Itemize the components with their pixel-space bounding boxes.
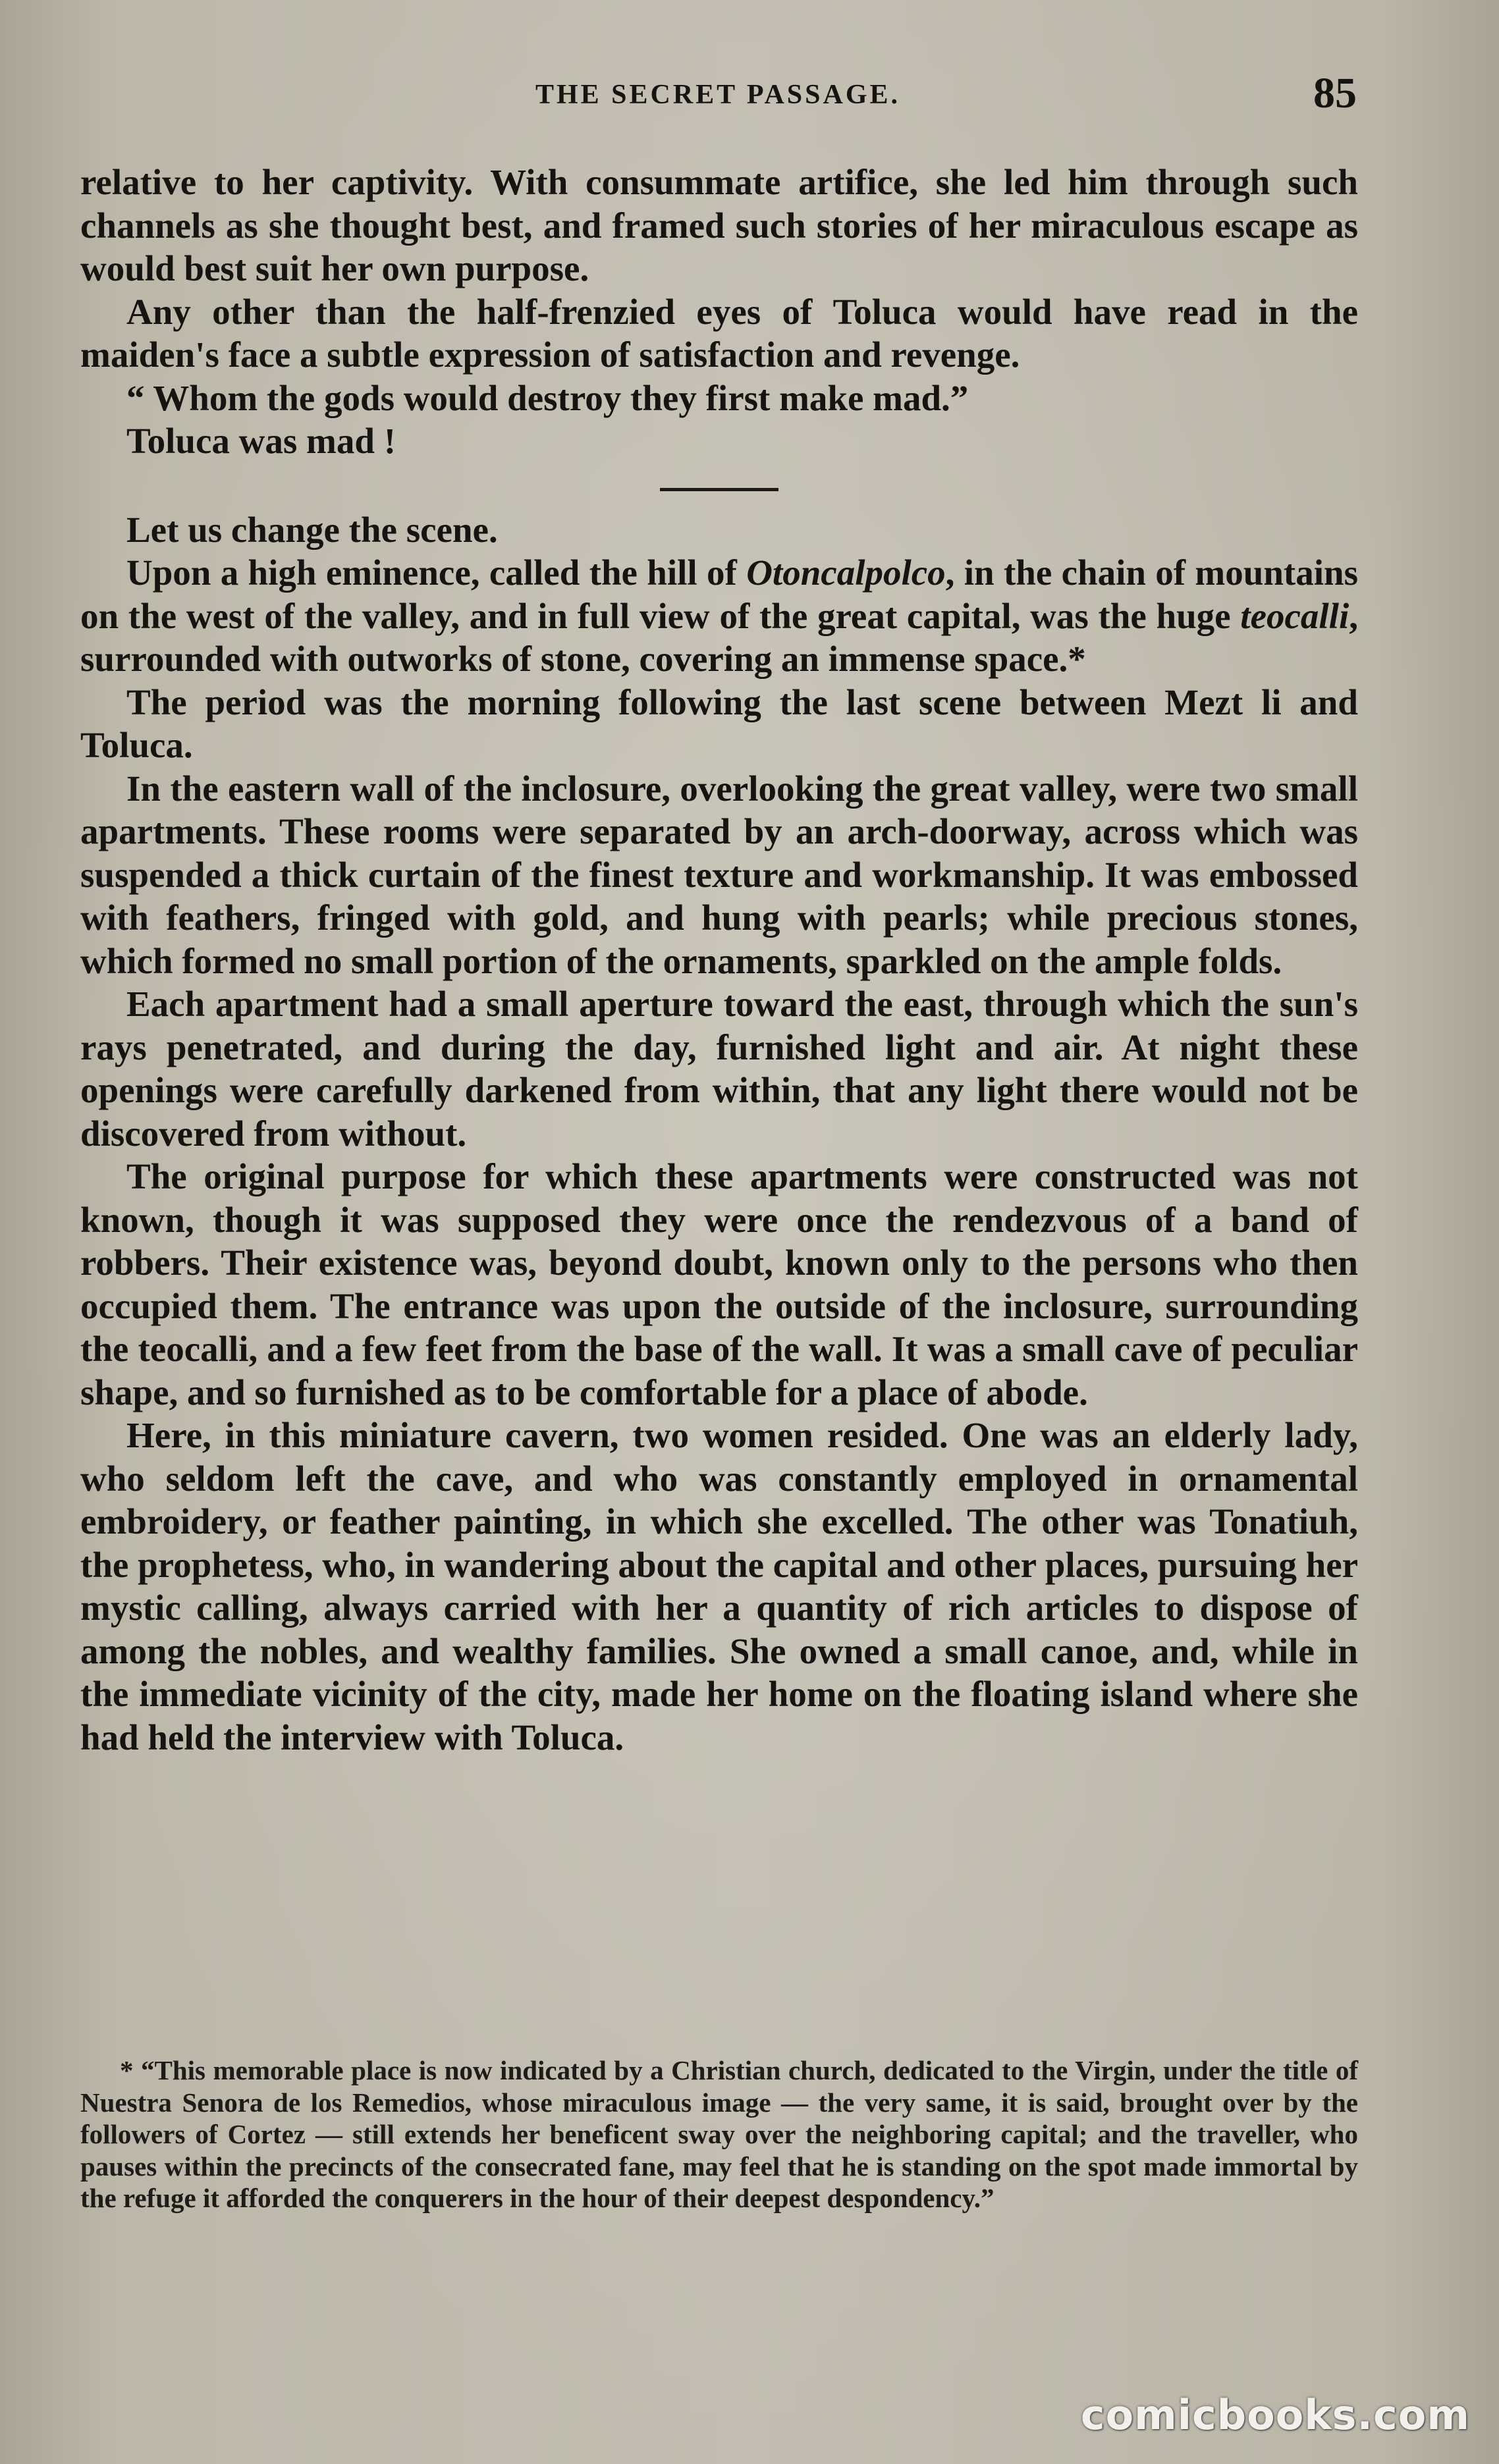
section-separator bbox=[660, 488, 778, 491]
paragraph: Here, in this miniature cavern, two women resided. One was an elderly lady, who seldom left the cave, and who was constantly employed in ornamental embroidery, or feather painting, in which she excelled. The other was Tonatiuh, the prophetess, who, in wandering about the capital and other places, pursuing her mystic calling, always carried with her a quantity of rich articles to dispose of among the nobles, and wealthy families. She owned a small canoe, and, while in the immediate vicinity of the city, made her home on the floating island where she had held the interview with Toluca. bbox=[80, 1415, 1359, 1757]
paragraph: Toluca was mad ! bbox=[126, 421, 396, 461]
paragraph: The period was the morning following the last scene between Mezt li and Toluca. bbox=[80, 682, 1358, 765]
place-name: Otoncalpolco bbox=[746, 552, 946, 593]
running-title: THE SECRET PASSAGE. bbox=[535, 80, 901, 110]
paragraph bbox=[80, 551, 1358, 681]
quotation: “ Whom the gods would destroy they first make mad.” bbox=[126, 377, 969, 418]
running-head bbox=[79, 65, 1357, 124]
page-number: 85 bbox=[1313, 69, 1357, 117]
paragraph-continued: relative to her captivity. With consummate artifice, she led him through such channels as she thought best, and framed such stories of her miraculous escape as would best suit her own purpose. bbox=[80, 162, 1358, 288]
body-text bbox=[80, 161, 1358, 1759]
text-run: Upon a high eminence, called the hill of bbox=[126, 552, 747, 593]
footnote bbox=[80, 2054, 1358, 2214]
text-run: , surrounded with outworks of stone, covering an immense space.* bbox=[80, 595, 1358, 679]
paragraph: The original purpose for which these apartments were constructed was not known, though it was supposed they were once the rendezvous of a band of robbers. Their existence was, beyond doubt, known only to the persons who then occupied them. The entrance was upon the outside of the inclosure, surrounding the teocalli, and a few feet from the base of the wall. It was a small cave of peculiar shape, and so furnished as to be comfortable for a place of abode. bbox=[80, 1156, 1358, 1412]
paragraph: Let us change the scene. bbox=[126, 509, 498, 550]
text-run: , in the chain of mountains on the west of the valley, and in full view of the great capital, was the huge bbox=[80, 552, 1359, 636]
paragraph: Each apartment had a small aperture toward the east, through which the sun's rays penetrated, and during the day, furnished light and air. At night these openings were carefully darkened from within, that any light there would not be discovered from without. bbox=[80, 984, 1358, 1154]
watermark: comicbooks.com bbox=[1080, 2391, 1470, 2439]
paragraph: In the eastern wall of the inclosure, overlooking the great valley, were two small apartments. These rooms were separated by an arch-doorway, across which was suspended a thick curtain of the finest texture and workmanship. It was embossed with feathers, fringed with gold, and hung with pearls; while precious stones, which formed no small portion of the ornaments, sparkled on the ample folds. bbox=[80, 768, 1358, 981]
footnote-text: * “This memorable place is now indicated by a Christian church, dedicated to the Virgin, under the title of Nuestra Senora de los Remedios, whose miraculous image — the very same, it is said, brought over by the followers of Cortez — still extends her beneficent sway over the neighboring capital; and the traveller, who pauses within the precincts of the consecrated fane, may feel that he is standing on the spot made immortal by the refuge it afforded the conquerers in the hour of their deepest despondency.” bbox=[80, 2055, 1358, 2213]
paragraph: Any other than the half-frenzied eyes of Toluca would have read in the maiden's face a subtle expression of satisfaction and revenge. bbox=[80, 291, 1358, 375]
teocalli-term: teocalli bbox=[1240, 595, 1349, 636]
